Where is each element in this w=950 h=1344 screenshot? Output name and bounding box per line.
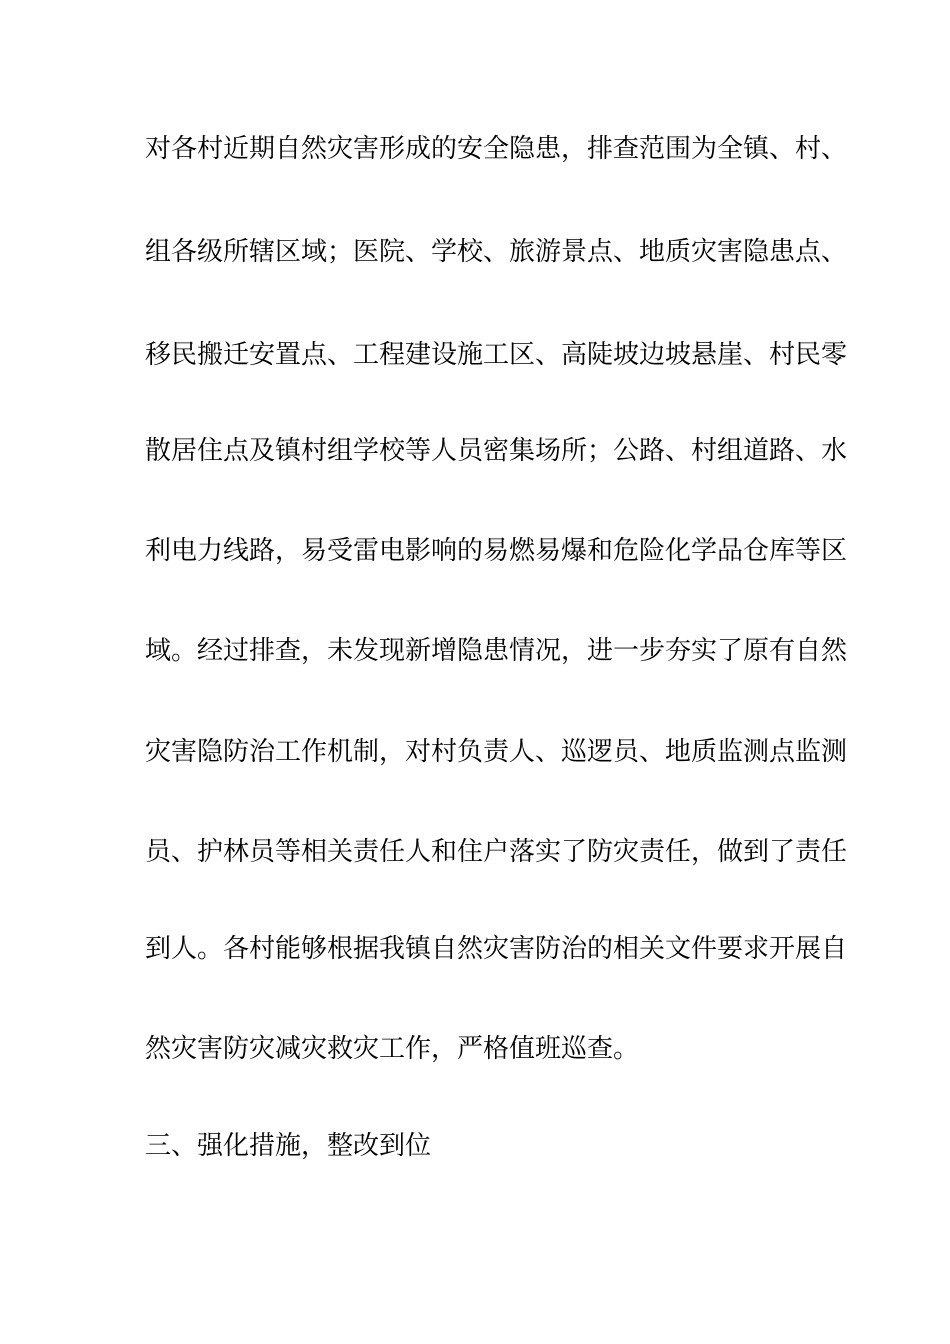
paragraph-line-9: 到人。各村能够根据我镇自然灾害防治的相关文件要求开展自 (145, 934, 848, 964)
paragraph-line-10: 然灾害防灾减灾救灾工作，严格值班巡查。 (145, 1034, 640, 1064)
paragraph-line-7: 灾害隐防治工作机制，对村负责人、巡逻员、地质监测点监测 (145, 737, 848, 767)
paragraph-line-8: 员、护林员等相关责任人和住户落实了防灾责任，做到了责任 (145, 837, 848, 867)
section-heading: 三、强化措施，整改到位 (145, 1131, 432, 1161)
paragraph-line-4: 散居住点及镇村组学校等人员密集场所；公路、村组道路、水 (145, 436, 848, 466)
paragraph-line-2: 组各级所辖区域；医院、学校、旅游景点、地质灾害隐患点、 (145, 237, 848, 267)
paragraph-line-6: 域。经过排查，未发现新增隐患情况，进一步夯实了原有自然 (145, 636, 848, 666)
paragraph-line-1: 对各村近期自然灾害形成的安全隐患，排查范围为全镇、村、 (145, 134, 848, 164)
paragraph-line-3: 移民搬迁安置点、工程建设施工区、高陡坡边坡悬崖、村民零 (145, 340, 848, 370)
paragraph-line-5: 利电力线路，易受雷电影响的易燃易爆和危险化学品仓库等区 (145, 536, 848, 566)
